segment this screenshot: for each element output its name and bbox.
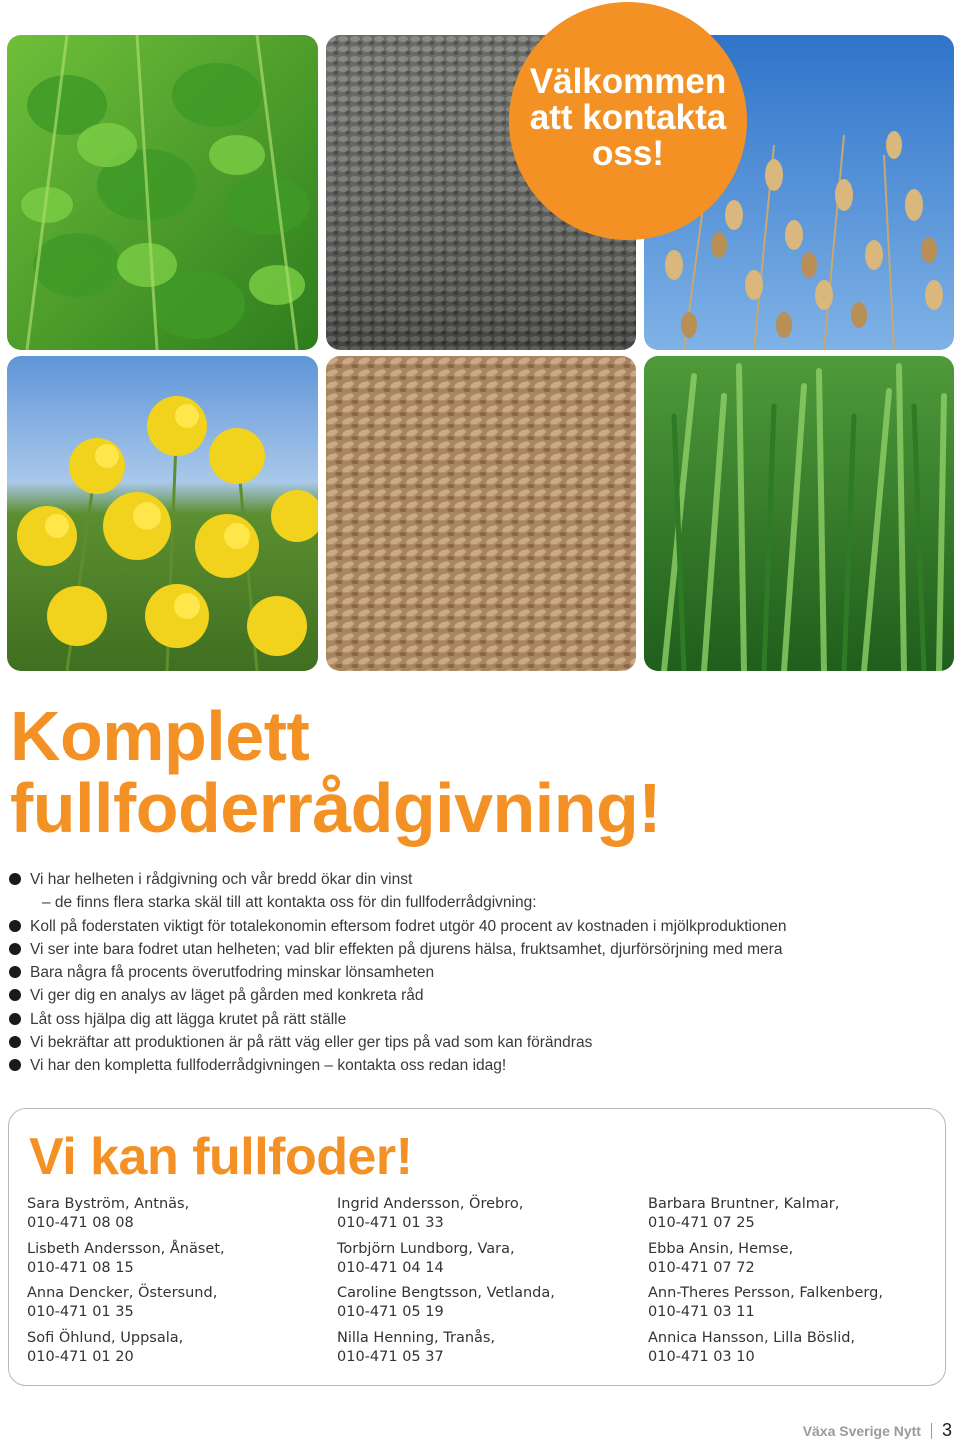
- photo-grass: [644, 356, 954, 671]
- contact-box: [8, 1108, 946, 1386]
- benefits-list: [8, 868, 953, 1078]
- contact-entry: [648, 1284, 948, 1329]
- list-item: Koll på foderstaten viktigt för totalekonomin eftersom fodret utgör 40 procent av kostnaden i mjölkproduktionen: [8, 915, 953, 938]
- contact-phone: 010-471 07 72: [648, 1259, 755, 1276]
- contact-phone: 010-471 08 15: [27, 1259, 134, 1276]
- contact-entry: [337, 1329, 637, 1374]
- photo-grain: [326, 356, 636, 671]
- contact-entry: [337, 1284, 637, 1329]
- contact-name: Sara Byström, Antnäs,: [27, 1196, 190, 1212]
- contact-name: Torbjörn Lundborg, Vara,: [337, 1240, 515, 1257]
- contact-name: Annica Hansson, Lilla Böslid,: [648, 1329, 856, 1346]
- welcome-badge-text: [530, 64, 726, 172]
- contact-name: Caroline Bengtsson, Vetlanda,: [337, 1285, 555, 1302]
- page-number: 3: [941, 1420, 952, 1440]
- list-item: Vi ser inte bara fodret utan helheten; vad blir effekten på djurens hälsa, fruktsamhet, djurförsörjning med mera: [8, 938, 953, 961]
- photo-rapeseed: [7, 356, 318, 671]
- contact-entry: [27, 1240, 327, 1285]
- contact-name: Anna Dencker, Östersund,: [27, 1285, 218, 1302]
- list-item: Låt oss hjälpa dig att lägga krutet på rätt ställe: [8, 1008, 953, 1031]
- page-title-line: Komplett: [10, 697, 310, 775]
- contact-entry: [337, 1240, 637, 1285]
- list-item: Bara några få procents överutfodring minskar lönsamheten: [8, 961, 953, 984]
- contact-entry: [648, 1195, 948, 1240]
- contact-phone: 010-471 05 37: [337, 1348, 444, 1365]
- contact-column: [27, 1195, 327, 1373]
- contact-phone: 010-471 01 20: [27, 1348, 134, 1365]
- contact-name: Ann-Theres Persson, Falkenberg,: [648, 1285, 883, 1302]
- contact-name: Ingrid Andersson, Örebro,: [337, 1196, 524, 1212]
- contact-column: [648, 1195, 948, 1373]
- contact-entry: [337, 1195, 637, 1240]
- contact-phone: 010-471 03 11: [648, 1304, 755, 1321]
- photo-clover: [7, 35, 318, 350]
- contact-phone: 010-471 05 19: [337, 1304, 444, 1321]
- contact-phone: 010-471 07 25: [648, 1215, 755, 1231]
- contact-entry: [27, 1195, 327, 1240]
- contact-column: [337, 1195, 637, 1373]
- contact-entry: [648, 1329, 948, 1374]
- contact-phone: 010-471 01 35: [27, 1304, 134, 1321]
- badge-line: Välkommen: [529, 62, 727, 101]
- list-item: Vi ger dig en analys av läget på gården med konkreta råd: [8, 984, 953, 1007]
- contact-name: Nilla Henning, Tranås,: [337, 1329, 496, 1346]
- page-footer: [803, 1420, 952, 1441]
- contact-name: Barbara Bruntner, Kalmar,: [648, 1196, 840, 1212]
- badge-line: oss!: [592, 134, 664, 173]
- list-item: Vi bekräftar att produktionen är på rätt väg eller ger tips på vad som kan förändras: [8, 1031, 953, 1054]
- contact-entry: [27, 1329, 327, 1374]
- list-item: Vi har den kompletta fullfoderrådgivningen – kontakta oss redan idag!: [8, 1054, 953, 1077]
- contact-phone: 010-471 04 14: [337, 1259, 444, 1276]
- contact-name: Sofi Öhlund, Uppsala,: [27, 1329, 184, 1346]
- badge-line: att kontakta: [529, 98, 727, 137]
- contact-phone: 010-471 03 10: [648, 1348, 755, 1365]
- page-title: [10, 697, 662, 847]
- publication-name: Växa Sverige Nytt: [802, 1422, 921, 1439]
- contact-phone: 010-471 08 08: [27, 1215, 134, 1231]
- list-item: Vi har helheten i rådgivning och vår bredd ökar din vinst: [8, 868, 953, 891]
- contact-entry: [27, 1284, 327, 1329]
- contact-phone: 010-471 01 33: [337, 1215, 444, 1231]
- contact-name: Lisbeth Andersson, Ånäset,: [27, 1240, 225, 1257]
- list-item-continuation: – de finns flera starka skäl till att kontakta oss för din fullfoderrådgivning:: [42, 894, 537, 912]
- footer-divider: [931, 1423, 932, 1439]
- contact-name: Ebba Ansin, Hemse,: [648, 1240, 794, 1257]
- contact-title: Vi kan fullfoder!: [29, 1128, 413, 1186]
- page-title-line: fullfoderrådgivning!: [10, 769, 662, 847]
- welcome-badge: [509, 2, 747, 240]
- contact-entry: [648, 1240, 948, 1285]
